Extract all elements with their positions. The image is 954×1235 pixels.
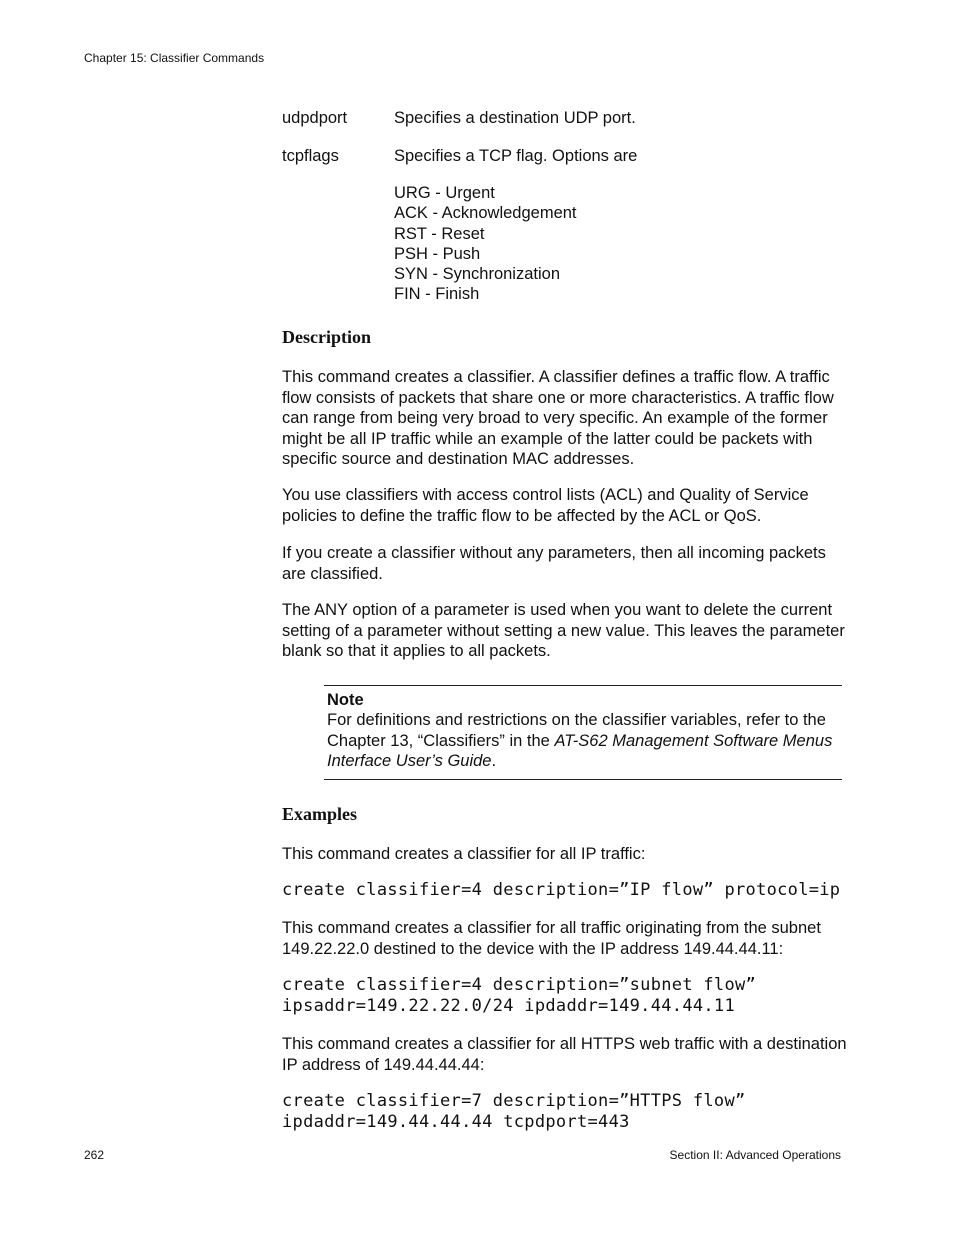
page-number: 262 <box>84 1148 105 1162</box>
option-item: PSH - Push <box>394 244 481 263</box>
description-paragraph: This command creates a classifier. A classifier defines a traffic flow. A traffic flow consists of packets that share one or more characteristics. A traffic flow can range from being very broad to very specific. An example of the former might be all IP traffic while an example of the latter could be packets with specific source and destination MAC addresses. <box>282 368 834 468</box>
example-code: create classifier=4 description=”IP flow” protocol=ip <box>282 880 841 900</box>
examples-heading: Examples <box>282 804 358 824</box>
option-item: FIN - Finish <box>394 285 480 304</box>
param-name: tcpflags <box>282 147 339 165</box>
option-item: RST - Reset <box>394 224 485 243</box>
param-description: Specifies a TCP flag. Options are <box>394 147 638 165</box>
option-item: SYN - Synchronization <box>394 265 560 284</box>
description-heading: Description <box>282 327 371 347</box>
description-paragraph: If you create a classifier without any parameters, then all incoming packets are classified. <box>282 544 826 583</box>
example-code: create classifier=7 description=”HTTPS flow” ipdaddr=149.44.44.44 tcpdport=443 <box>282 1091 746 1132</box>
example-code: create classifier=4 description=”subnet flow” ipsaddr=149.22.22.0/24 ipdaddr=149.44.44.11 <box>282 975 757 1016</box>
section-title: Section II: Advanced Operations <box>669 1148 841 1162</box>
example-text: This command creates a classifier for all traffic originating from the subnet 149.22.22.0 destined to the device with the IP address 149.44.44.11: <box>282 919 821 958</box>
note-text-end: . <box>491 752 497 770</box>
option-item: URG - Urgent <box>394 184 495 202</box>
option-item: ACK - Acknowledgement <box>394 204 577 223</box>
running-header: Chapter 15: Classifier Commands <box>84 51 265 65</box>
tcp-flag-options <box>394 183 577 305</box>
note-title: Note <box>327 691 364 709</box>
guide-title: AT-S62 Management Software Menus Interface User’s Guide <box>327 731 833 770</box>
example-text: This command creates a classifier for all IP traffic: <box>282 845 646 863</box>
description-paragraph: You use classifiers with access control lists (ACL) and Quality of Service policies to define the traffic flow to be affected by the ACL or QoS. <box>282 486 809 525</box>
note-text-body: For definitions and restrictions on the classifier variables, refer to the Chapter 13, “Classifiers” in the <box>327 711 826 750</box>
param-name: udpdport <box>282 109 348 127</box>
note-text <box>327 710 842 772</box>
note-box <box>324 685 842 780</box>
example-text: This command creates a classifier for all HTTPS web traffic with a destination IP address of 149.44.44.44: <box>282 1035 847 1074</box>
description-paragraph: The ANY option of a parameter is used when you want to delete the current setting of a parameter without setting a new value. This leaves the parameter blank so that it applies to all packets. <box>282 601 845 660</box>
param-description: Specifies a destination UDP port. <box>394 109 636 127</box>
